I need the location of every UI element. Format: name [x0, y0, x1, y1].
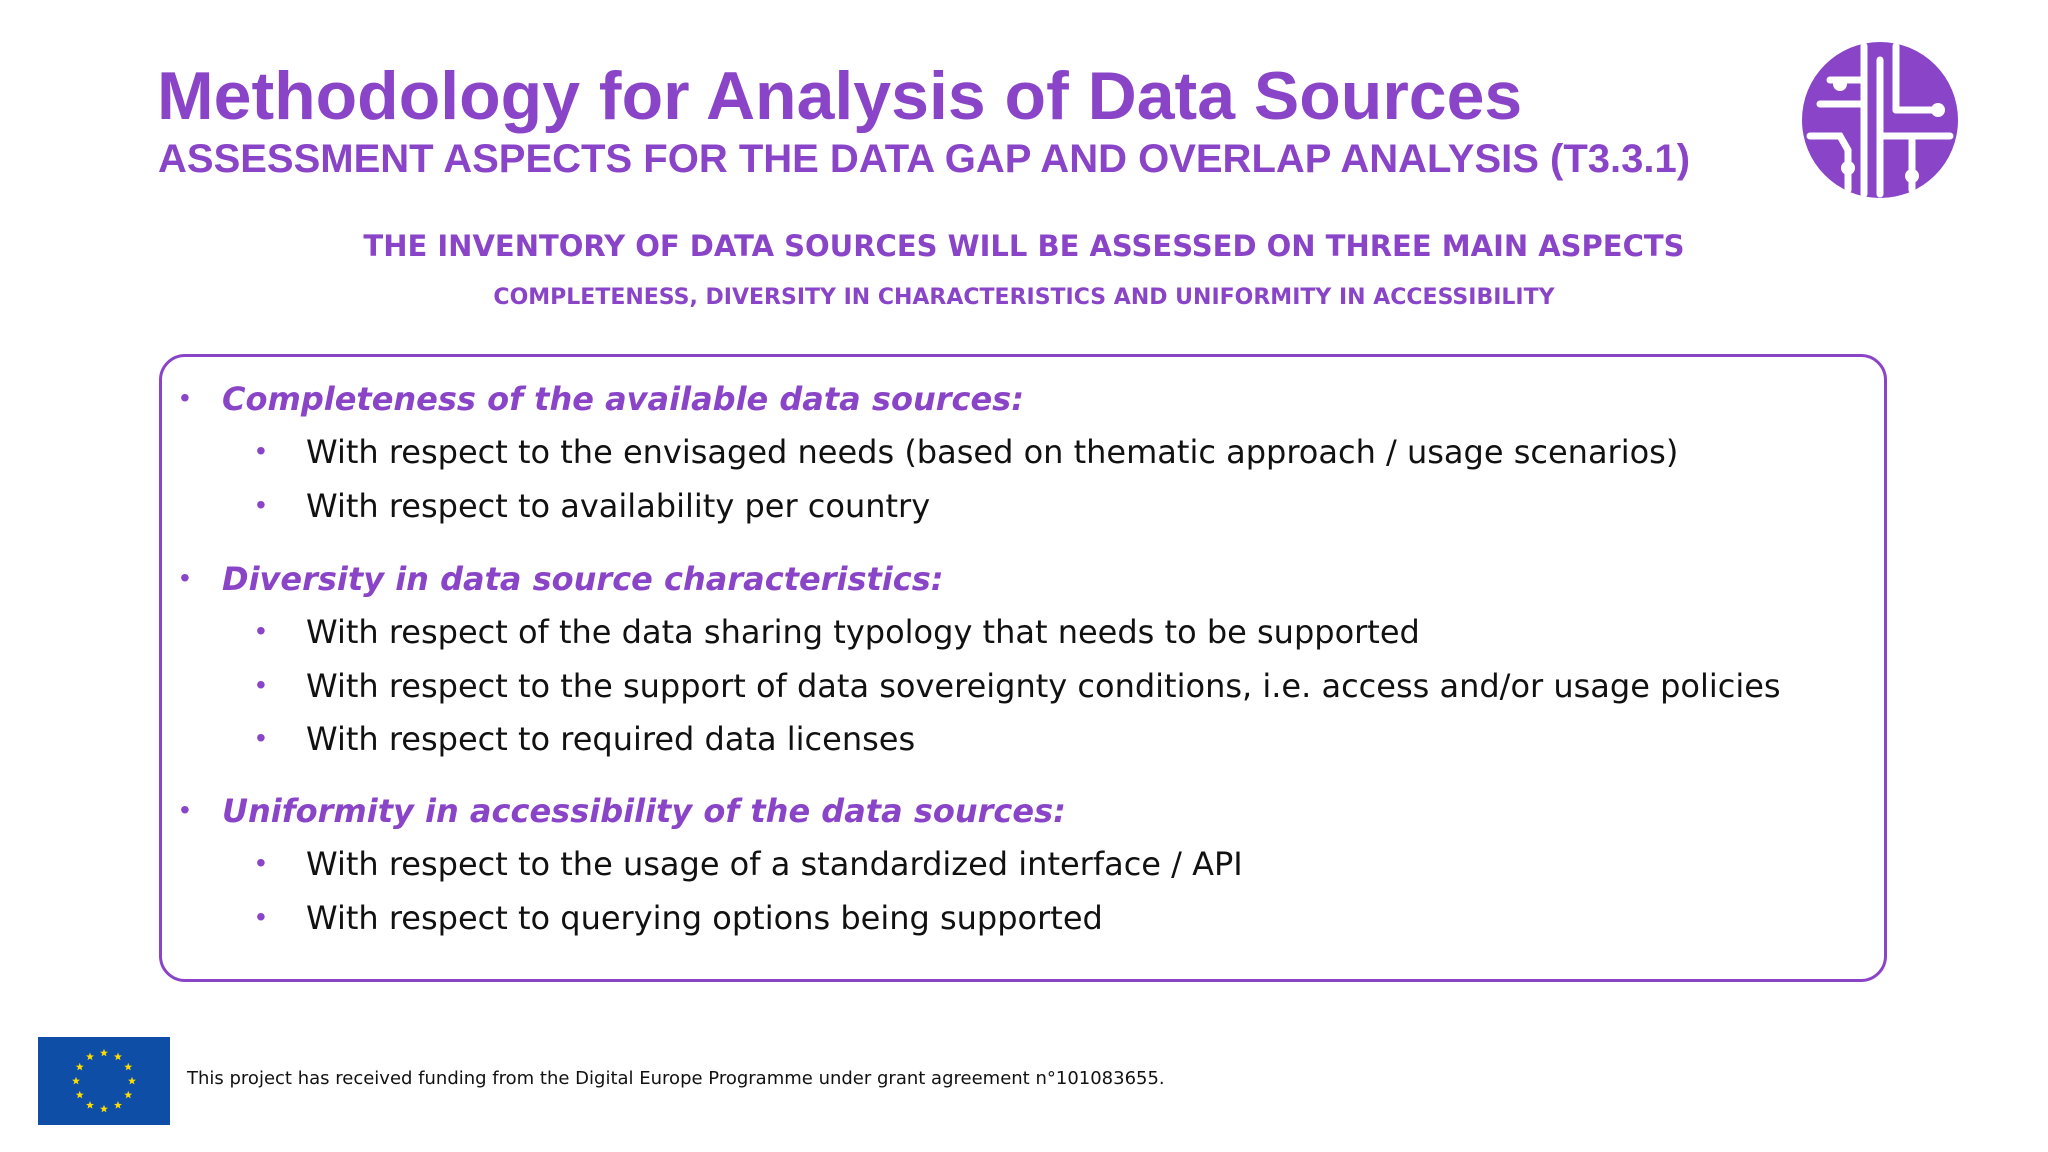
bullet-icon: •	[256, 722, 266, 753]
slide-subtitle: ASSESSMENT ASPECTS FOR THE DATA GAP AND OVERLAP ANALYSIS (T3.3.1)	[158, 137, 1691, 181]
bullet-icon: •	[180, 382, 190, 413]
bullet-icon: •	[256, 615, 266, 646]
bullet-icon: •	[256, 489, 266, 520]
bullet-icon: •	[180, 794, 190, 825]
slide-title: Methodology for Analysis of Data Sources	[157, 58, 1523, 134]
bullet-icon: •	[256, 901, 266, 932]
list-item: With respect to availability per country	[306, 487, 931, 525]
section-header-uniformity: Uniformity in accessibility of the data sources:	[222, 792, 1066, 830]
list-item: With respect of the data sharing typology that needs to be supported	[306, 613, 1420, 651]
funding-notice: This project has received funding from the Digital Europe Programme under grant agreement n°101083655.	[187, 1068, 1165, 1089]
list-item: With respect to the support of data sovereignty conditions, i.e. access and/or usage policies	[306, 667, 1781, 705]
circuit-logo-icon	[1800, 40, 1960, 200]
list-item: With respect to required data licenses	[306, 720, 916, 758]
list-item: With respect to querying options being supported	[306, 899, 1103, 937]
list-item: With respect to the envisaged needs (based on thematic approach / usage scenarios)	[306, 433, 1679, 471]
section-header-completeness: Completeness of the available data sources:	[222, 380, 1025, 418]
eu-flag-icon	[38, 1037, 170, 1125]
aspects-subheading: COMPLETENESS, DIVERSITY IN CHARACTERISTICS AND UNIFORMITY IN ACCESSIBILITY	[493, 285, 1555, 310]
bullet-icon: •	[256, 669, 266, 700]
bullet-icon: •	[256, 847, 266, 878]
bullet-icon: •	[256, 435, 266, 466]
section-header-diversity: Diversity in data source characteristics:	[222, 560, 944, 598]
aspects-heading: THE INVENTORY OF DATA SOURCES WILL BE ASSESSED ON THREE MAIN ASPECTS	[363, 229, 1685, 263]
list-item: With respect to the usage of a standardized interface / API	[306, 845, 1243, 883]
bullet-icon: •	[180, 562, 190, 593]
